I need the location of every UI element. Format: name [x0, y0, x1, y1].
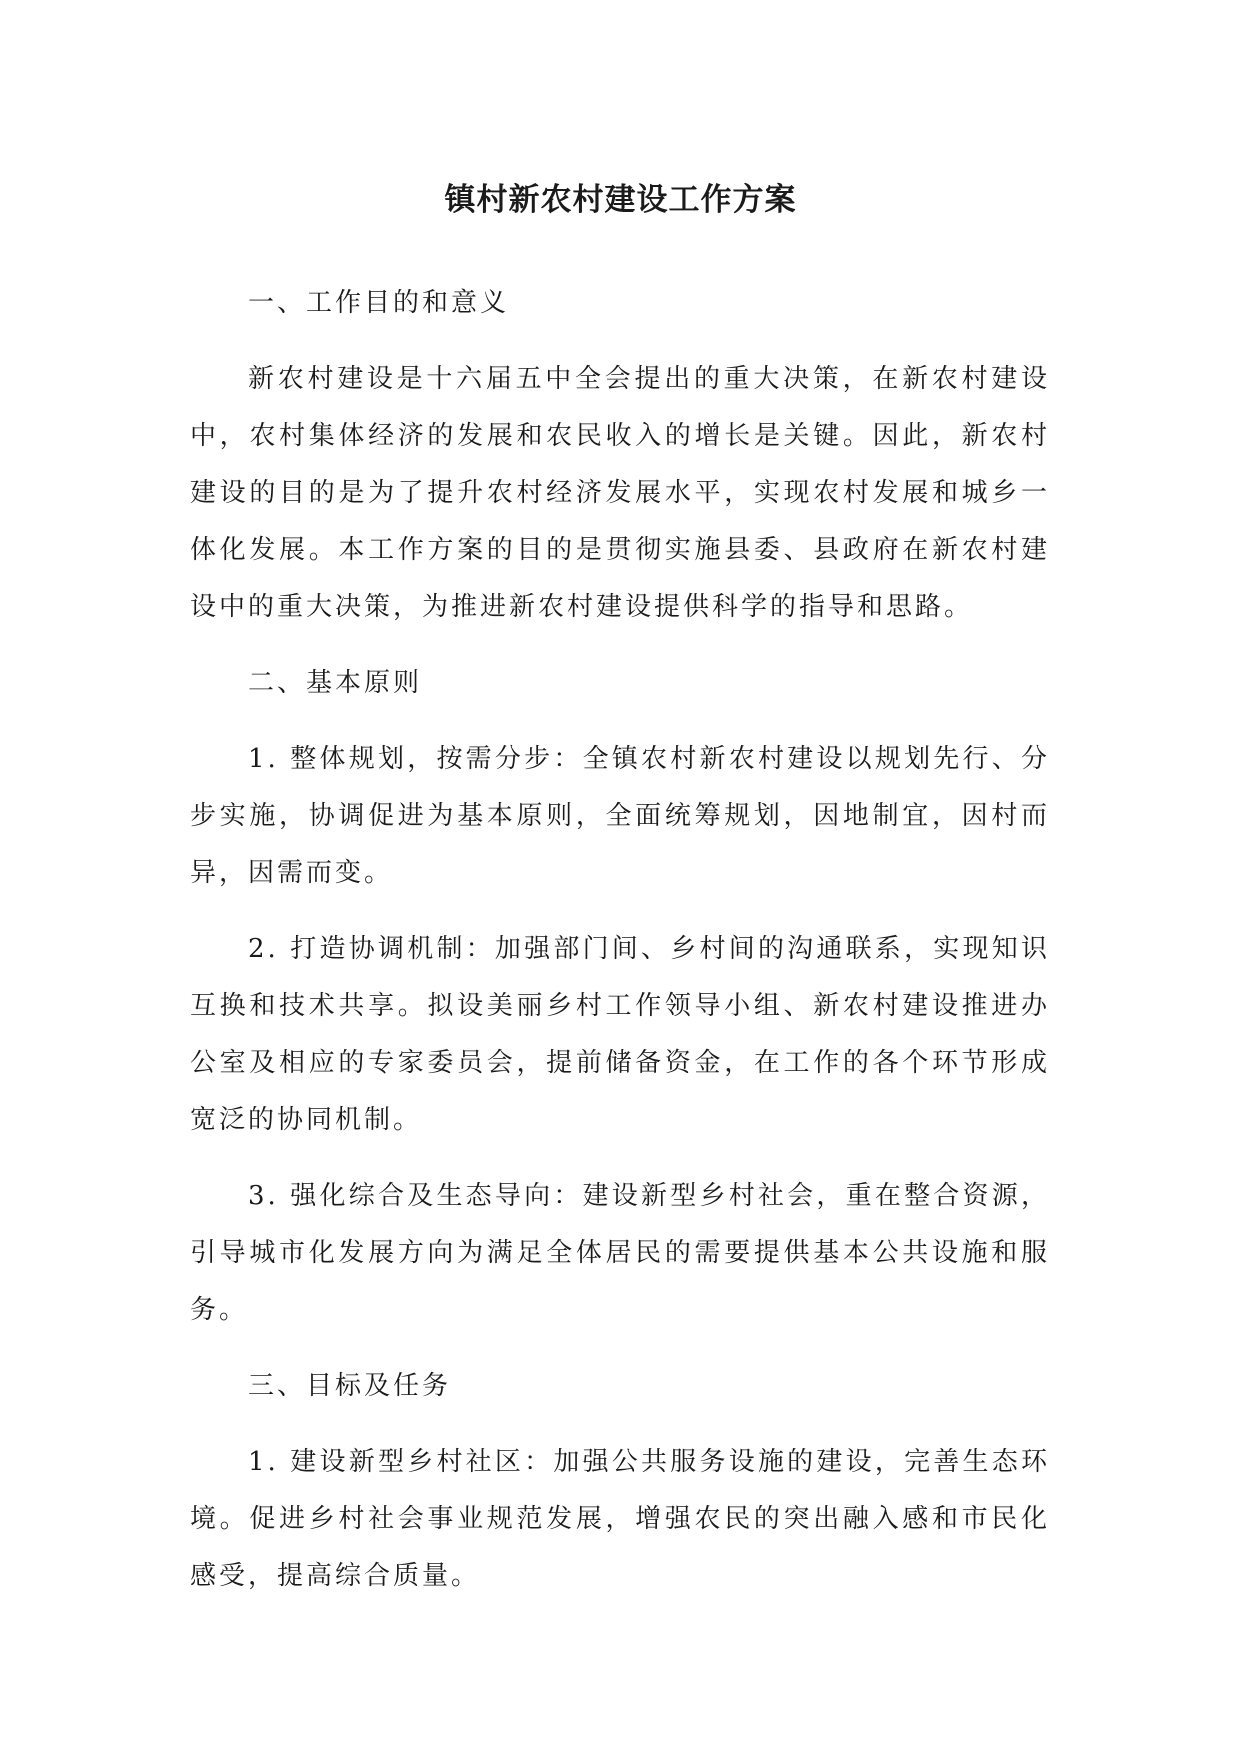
- document-body: [190, 275, 1050, 1624]
- document-title: 镇村新农村建设工作方案: [444, 182, 797, 218]
- section-heading-purpose: 一、工作目的和意义: [248, 288, 510, 318]
- paragraph-principle-3: 3. 强化综合及生态导向：建设新型乡村社会，重在整合资源，引导城市化发展方向为满足全体居民的需要提供基本公共设施和服务。: [190, 1181, 1050, 1325]
- paragraph-goal-1: 1. 建设新型乡村社区：加强公共服务设施的建设，完善生态环境。促进乡村社会事业规范发展，增强农民的突出融入感和市民化感受，提高综合质量。: [190, 1447, 1050, 1591]
- paragraph-principle-1: 1. 整体规划，按需分步：全镇农村新农村建设以规划先行、分步实施，协调促进为基本原则，全面统筹规划，因地制宜，因村而异，因需而变。: [190, 744, 1050, 888]
- paragraph-purpose: 新农村建设是十六届五中全会提出的重大决策，在新农村建设中，农村集体经济的发展和农民收入的增长是关键。因此，新农村建设的目的是为了提升农村经济发展水平，实现农村发展和城乡一体化发展。本工作方案的目的是贯彻实施县委、县政府在新农村建设中的重大决策，为推进新农村建设提供科学的指导和思路。: [190, 364, 1050, 622]
- section-heading-principles: 二、基本原则: [248, 668, 423, 698]
- section-heading-goals: 三、目标及任务: [248, 1371, 452, 1401]
- paragraph-principle-2: 2. 打造协调机制：加强部门间、乡村间的沟通联系，实现知识互换和技术共享。拟设美丽乡村工作领导小组、新农村建设推进办公室及相应的专家委员会，提前储备资金，在工作的各个环节形成宽泛的协同机制。: [190, 934, 1050, 1135]
